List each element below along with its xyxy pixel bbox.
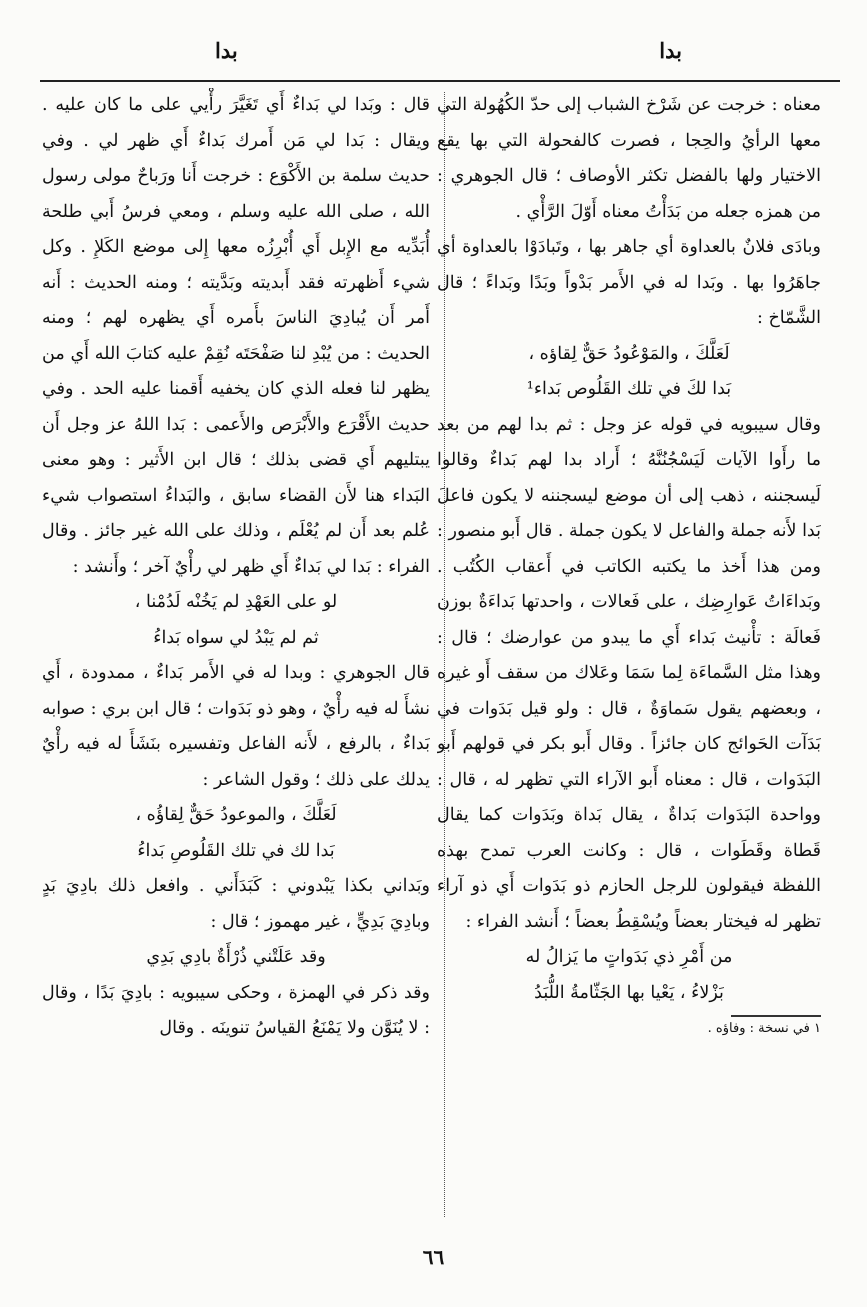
verse-line: وقد عَلَتْني ذُرْأَةٌ بادِي بَدِي	[146, 947, 326, 967]
paragraph: قال الجوهري : وبدا له في الأَمر بَداءٌ ، ممدودة ، أَي نشأَ له فيه رأْيٌ ، وهو ذو بَدَوات ؛ قال ابن بري : صوابه بَداءٌ ، بالرفع ، لأَنه الفاعل وتفسيره بنَشَأَ له فيه رأْيٌ يدلك على ذلك ؛ وقول الشاعر :	[42, 663, 430, 790]
footnote-rule	[731, 1015, 821, 1017]
verse	[42, 585, 430, 656]
verse-line: بَدا لكَ في تلك القَلُوص بَداء¹	[526, 379, 732, 399]
verse-line: من أَمْرِ ذي بَدَواتٍ ما يَزالُ له	[525, 947, 733, 967]
verse	[42, 940, 430, 976]
verse	[437, 337, 821, 408]
running-header-right: بدا	[659, 38, 682, 63]
paragraph: وبَداني بكذا يَبْدوني : كَبَدَأَني . وافعل ذلك بادِيَ بَدٍ وبادِيَ بَدِيٍّ ، غير مهموز ؛ قال :	[42, 876, 430, 932]
left-column	[42, 88, 430, 1218]
running-header-left: بدا	[215, 38, 238, 63]
verse-line: لَعَلَّكَ ، والموعودُ حَقٌّ لِقاؤُه ،	[135, 805, 337, 825]
paragraph: وقد ذكر في الهمزة ، وحكى سيبويه : بادِيَ بَدًا ، وقال : لا يُنَوَّن ولا يَمْنَعُ القياسُ تنوينَه . وقال	[42, 982, 430, 1038]
header-rule	[40, 80, 840, 82]
verse-line: لو على العَهْدِ لم يَخُنْه لَدُمْنا ،	[134, 592, 338, 612]
paragraph: معناه : خرجت عن شَرْخ الشباب إلى حدّ الكُهُولة التي معها الرأيُ والحِجا ، فصرت كالفحولة التي بها يقع الاختيار ولها بالفضل تكثر الأوصاف ؛ قال الجوهري : من همزه جعله من بَدَأْتُ معناه أَوّلَ الرَّأْي .	[437, 95, 821, 222]
verse-line: ثم لم يَبْدُ لي سواه بَداءُ	[153, 627, 319, 648]
verse-line: لَعَلَّكَ ، والمَوْعُودُ حَقٌّ لِقاؤه ،	[528, 343, 730, 364]
footnote: ١ في نسخة : وفاؤه .	[707, 1020, 821, 1036]
verse	[42, 798, 430, 869]
right-column	[437, 88, 821, 1218]
paragraph: قال : وبَدا لي بَداءٌ أَي تَغَيَّرَ رأْيي على ما كان عليه . ويقال : بَدا لي مَن أَمرك بَداءٌ أَي ظهر لي . وفي حديث سلمة بن الأَكْوَع : خرجت أَنا ورَباحٌ مولى رسول الله ، صلى الله عليه وسلم ، ومعي فرسُ أَبي طلحة أُبَدِّيه مع الإِبل أَي أُبْرِزُه معها إِلى موضع الكَلإِ . وكل شيء أَظهرته فقد أَبديته وبَدَّيته ؛ ومنه الحديث : أَنه أَمر أَن يُبادِيَ الناسَ بأَمره أَي يظهره لهم ؛ ومنه الحديث : من يُبْدِ لنا صَفْحَتَه نُقِمْ عليه كتابَ الله أَي من يظهر لنا فعله الذي كان يخفيه أَقمنا عليه الحد . وفي حديث الأَقْرَع والأَبْرَص والأَعمى : بَدا اللهُ عز وجل أَن يبتليهم أَي قضى بذلك ؛ قال ابن الأَثير : وهو معنى البَداء هنا لأَن القضاء سابق ، والبَداءُ استصواب شيء عُلم بعد أَن لم يُعْلَم ، وذلك على الله غير جائز . وقال الفراء : بَدا لي بَداءٌ أَي ظهر لي رأْيٌ آخر ؛ وأَنشد :	[42, 95, 430, 577]
paragraph: وبادَى فلانٌ بالعداوة أي جاهر بها ، وتَبادَوْا بالعداوة أي جاهَرُوا بها . وبَدا له في الأَمر بَدْواً وبَدًا وبَداءً ؛ قال الشَّمّاخ :	[437, 237, 821, 328]
verse	[437, 940, 821, 1011]
page-number: ٦٦	[422, 1245, 445, 1269]
paragraph: وقال سيبويه في قوله عز وجل : ثم بدا لهم من بعد ما رأَوا الآيات لَيَسْجُنُنَّهُ ؛ أَراد بدا لهم بَداءٌ وقالوا لَيسجننه ، ذهب إلى أن موضع ليسجننه لا يكون فاعلَ بَدا لأَنه جملة والفاعل لا يكون جملة . قال أَبو منصور : ومن هذا أَخذ ما يكتبه الكاتب في أَعقاب الكُتُب . وبَداءَاتُ عَوارِضِك ، على فَعالات ، واحدتها بَداءَةٌ بوزن فَعالَة : تأْنيث بَداء أَي ما يبدو من عوارضك ؛ قال : وهذا مثل السَّماءَة لِما سَمَا وعَلاك من سقف أَو غيره ، وبعضهم يقول سَماوَةٌ ، قال : ولو قيل بَدَوات في بَدَآت الحَوائج كان جائزاً . وقال أَبو بكر في قولهم أَبو البَدَوات ، قال : معناه أَبو الآراء التي تظهر له ، قال : وواحدة البَدَوات بَداةٌ ، يقال بَداة وبَدَوات كما يقال قَطاة وقَطَوات ، قال : وكانت العرب تمدح بهذه اللفظة فيقولون للرجل الحازم ذو بَدَوات أَي ذو آراء تظهر له فيختار بعضاً ويُسْقِطُ بعضاً ؛ أَنشد الفراء :	[437, 414, 821, 932]
verse-line: بَزْلاءُ ، يَعْيا بها الجَثّامةُ اللُّبَدُ	[534, 982, 724, 1003]
verse-line: بَدا لك في تلك القَلُوصِ بَداءُ	[137, 840, 335, 861]
